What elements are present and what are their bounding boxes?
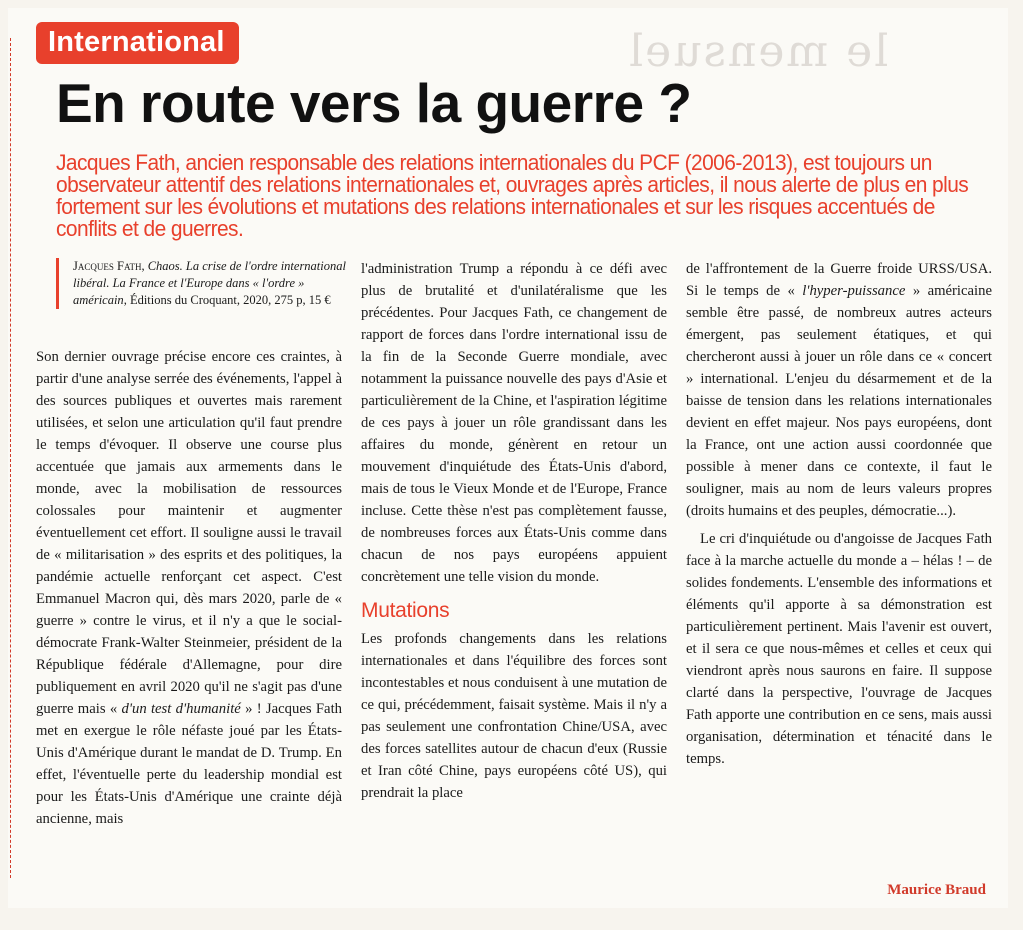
page-edge-dashed-line [10,38,11,878]
book-reference: Jacques Fath, Chaos. La crise de l'ordre international libéral. La France et l'Europe dans « l'ordre » américain, Éditions du Croquant, 2020, 275 p, 15 € [56,258,353,309]
subheading-mutations: Mutations [361,599,450,622]
quote-italic: d'un test d'humanité [121,701,241,717]
col3-paragraph-2: Le cri d'inquiétude ou d'angoisse de Jacques Fath face à la marche actuelle du monde a – hélas ! – de solides fondements. L'ensemble des informations et éléments qu'il apporte à sa démonstration est particulièrement pertinent. Mais l'avenir est ouvert, et il sera ce que nous-mêmes et celles et ceux qui viendront après nous saurons en faire. Il suppose clarté dans la perspective, l'ouvrage de Jacques Fath apporte une contribution en ce sens, mais aussi organisation, détermination et ténacité dans le temps. [686,531,992,767]
book-title: Chaos. La crise de l'ordre international libéral. La France et l'Europe dans « l'ordre » américain [73,259,346,307]
column-1 [36,346,342,830]
col2-paragraph-2: Les profonds changements dans les relations internationales et dans l'équilibre des forces sont incontestables et nous conduisent à une mutation de ce qui, précédemment, faisait système. Mais il n'y a pas seulement une confrontation Chine/USA, avec des forces satellites autour de chacun d'eux (Russie et Iran côté Chine, pays européens côté US), qui prendrait la place [361,631,667,801]
column-2 [361,258,667,804]
article-title: En route vers la guerre ? [56,72,692,134]
col3-paragraph-1: de l'affrontement de la Guerre froide URSS/USA. Si le temps de « l'hyper-puissance » américaine semble être passé, de nombreux autres acteurs émergent, pas seulement étatiques, et qui chercheront aussi à jouer un rôle dans ce « concert » international. L'enjeu du désarmement et de la baisse de tension dans les relations internationales devient en effet majeur. Nos pays européens, dont la France, ont une action aussi coordonnée que possible à mener dans ce contexte, il faut le souligner, mais au nom de leurs valeurs propres (droits humains et des peuples, démocratie...). [686,261,992,519]
column-3 [686,258,992,770]
masthead-ghost-text: le mensuel [626,26,888,77]
book-publisher: , Éditions du Croquant, 2020, 275 p, 15 € [123,293,331,307]
emphasis-italic: l'hyper-puissance [802,283,906,299]
article-standfirst: Jacques Fath, ancien responsable des relations internationales du PCF (2006-2013), est toujours un observateur attentif des relations internationales et, ouvrages après articles, il nous alerte de plus en plus fortement sur les évolutions et mutations des relations internationales et sur les risques accentués de conflits et de guerres. [56,150,969,241]
col1-paragraph: Son dernier ouvrage précise encore ces craintes, à partir d'une analyse serrée des événements, l'appel à des sources publiques et ouvertes mais rarement utilisées, et selon une articulation qu'il faut prendre le temps d'évoquer. Il observe une course plus accentuée que jamais aux armements dans le monde, avec la mobilisation de ressources colossales pour maintenir et augmenter éventuellement cet effort. Il souligne aussi le travail de « militarisation » des esprits et des politiques, la pandémie actuelle renforçant cet aspect. C'est Emmanuel Macron qui, dès mars 2020, parle de « guerre » contre le virus, et il n'y a que le social-démocrate Frank-Walter Steinmeier, président de la République fédérale d'Allemagne, pour dire publiquement en avril 2020 qu'il ne s'agit pas d'une guerre mais « d'un test d'humanité » ! Jacques Fath met en exergue le rôle néfaste joué par les États-Unis d'Amérique durant le mandat de D. Trump. En effet, l'éventuelle perte du leadership mondial est pour les États-Unis d'Amérique une crainte déjà ancienne, mais [36,349,343,827]
section-label: International [36,22,239,64]
book-author: Jacques Fath [73,259,142,273]
author-signature: Maurice Braud [887,882,986,898]
magazine-page [8,8,1008,908]
col2-paragraph-1: l'administration Trump a répondu à ce défi avec plus de brutalité et d'unilatéralisme que les précédentes. Pour Jacques Fath, ce changement de rapport de forces dans l'ordre international issu de la fin de la Seconde Guerre mondiale, avec notamment la puissance nouvelle des pays d'Asie et particulièrement de la Chine, et l'aspiration légitime de ces pays à jouer un rôle grandissant dans les affaires du monde, génèrent en retour un mouvement d'inquiétude des États-Unis d'abord, mais de tous le Vieux Monde et de l'Europe, France incluse. Cette thèse n'est pas complètement fausse, de nombreuses forces aux États-Unis comme dans chacun de nos pays européens appuient concrètement une telle vision du monde. [361,261,667,585]
